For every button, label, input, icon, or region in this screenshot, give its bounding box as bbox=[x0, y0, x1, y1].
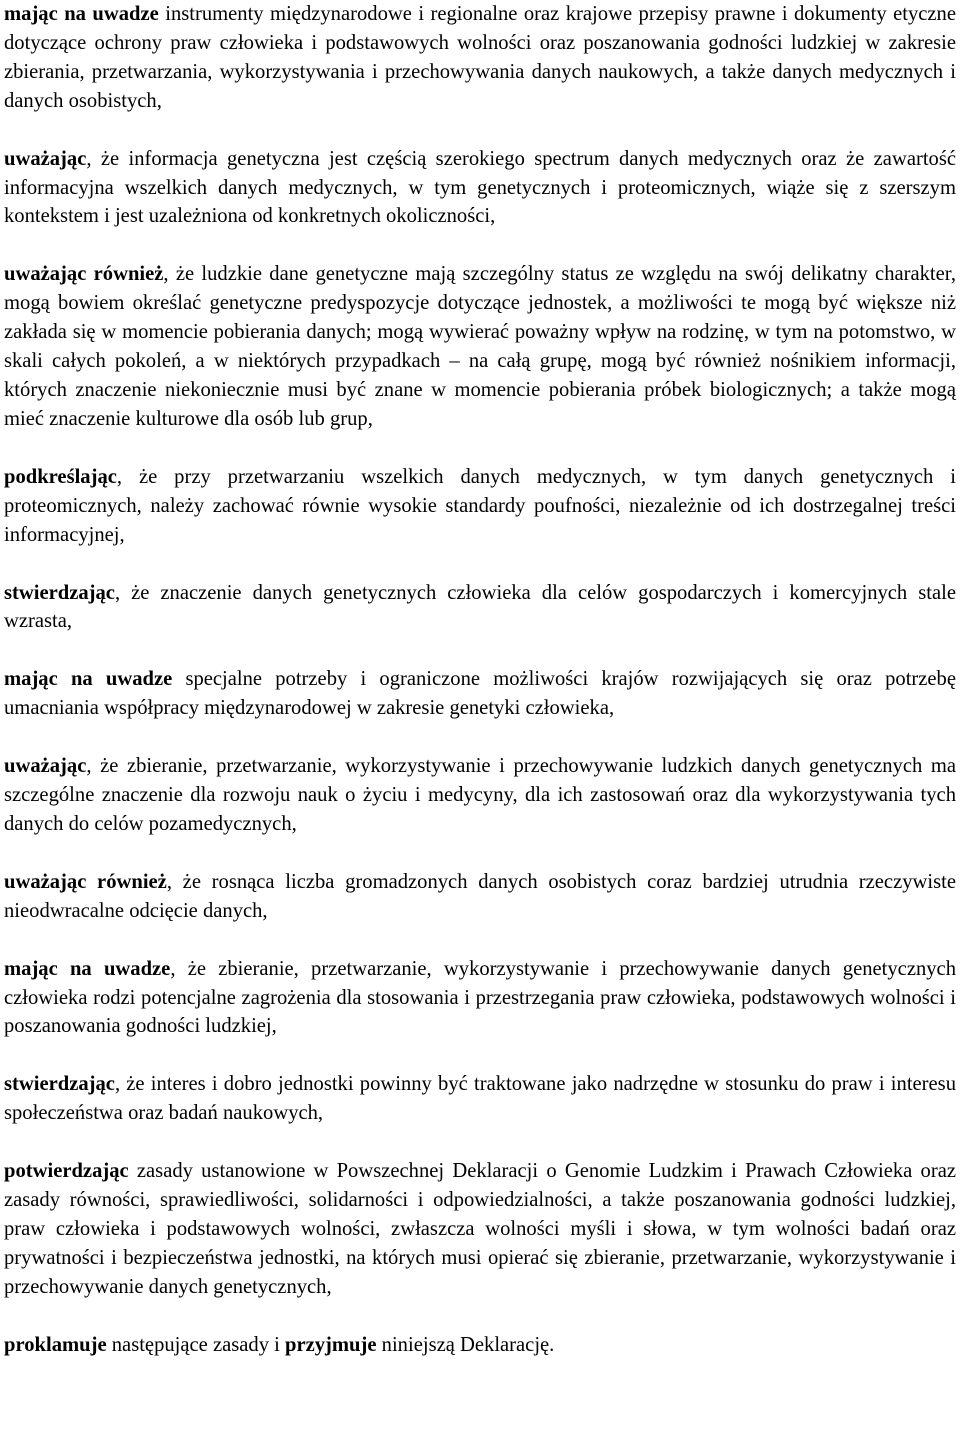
closing-keyword-proclaims: proklamuje bbox=[4, 1333, 107, 1356]
recital-keyword: mając na uwadze bbox=[4, 668, 173, 691]
recital-paragraph bbox=[4, 579, 956, 637]
recital-keyword: uważając również bbox=[4, 870, 167, 893]
recital-keyword: stwierdzając bbox=[4, 581, 115, 604]
recital-text: , że znaczenie danych genetycznych człowieka dla celów gospodarczych i komercyjnych stale wzrasta, bbox=[4, 581, 956, 633]
closing-keyword-adopts: przyjmuje bbox=[285, 1333, 377, 1356]
recital-paragraph bbox=[4, 752, 956, 839]
recital-keyword: mając na uwadze bbox=[4, 3, 159, 25]
recital-paragraph bbox=[4, 145, 956, 232]
recital-text: , że rosnąca liczba gromadzonych danych osobistych coraz bardziej utrudnia rzeczywiste nieodwracalne odcięcie danych, bbox=[4, 870, 956, 922]
recital-text: , że zbieranie, przetwarzanie, wykorzystywanie i przechowywanie danych genetycznych człowieka rodzi potencjalne zagrożenia dla stosowania i przestrzegania praw człowieka, podstawowych wolności i poszanowania godności ludzkiej, bbox=[4, 957, 956, 1038]
recital-keyword: uważając bbox=[4, 755, 87, 778]
recital-keyword: potwierdzając bbox=[4, 1160, 129, 1183]
recital-text: , że ludzkie dane genetyczne mają szczególny status ze względu na swój delikatny charakter, mogą bowiem określać genetyczne predyspozycje dotyczące jednostek, a możliwości te mogą być większe niż zakłada się w momencie pobierania danych; mogą wywierać poważny wpływ na rodzinę, w tym na potomstwo, w skali całych pokoleń, a w niektórych przypadkach – na całą grupę, mogą być również nośnikiem informacji, których znaczenie niekoniecznie musi być znane w momencie pobierania próbek biologicznych; a także mogą mieć znaczenie kulturowe dla osób lub grup, bbox=[4, 263, 956, 430]
recital-paragraph bbox=[4, 665, 956, 723]
recital-keyword: podkreślając bbox=[4, 465, 117, 488]
recital-keyword: uważając bbox=[4, 147, 87, 170]
recital-keyword: uważając również bbox=[4, 263, 164, 286]
recital-text: instrumenty międzynarodowe i regionalne oraz krajowe przepisy prawne i dokumenty etyczne dotyczące ochrony praw człowieka i podstawowych wolności oraz poszanowania godności ludzkiej w zakresie zbierania, przetwarzania, wykorzystywania i przechowywania danych naukowych, a także danych medycznych i danych osobistych, bbox=[4, 3, 956, 112]
recital-keyword: stwierdzając bbox=[4, 1073, 115, 1096]
recital-text: zasady ustanowione w Powszechnej Deklaracji o Genomie Ludzkim i Prawach Człowieka oraz zasady równości, sprawiedliwości, solidarności i odpowiedzialności, a także poszanowania godności ludzkiej, praw człowieka i podstawowych wolności, zwłaszcza wolności myśli i słowa, w tym wolności badań oraz prywatności i bezpieczeństwa jednostki, na których musi opierać się zbieranie, przetwarzanie, wykorzystywanie i przechowywanie danych genetycznych, bbox=[4, 1160, 956, 1298]
recital-paragraph bbox=[4, 955, 956, 1042]
document-body bbox=[4, 0, 956, 1360]
closing-text: następujące zasady i bbox=[106, 1333, 286, 1356]
recital-paragraph bbox=[4, 1070, 956, 1128]
recital-paragraph bbox=[4, 868, 956, 926]
recital-text: , że przy przetwarzaniu wszelkich danych medycznych, w tym danych genetycznych i proteomicznych, należy zachować równie wysokie standardy poufności, niezależnie od ich dostrzegalnej treści informacyjnej, bbox=[4, 465, 956, 546]
recital-text: specjalne potrzeby i ograniczone możliwości krajów rozwijających się oraz potrzebę umacniania współpracy międzynarodowej w zakresie genetyki człowieka, bbox=[4, 668, 956, 720]
closing-text: niniejszą Deklarację. bbox=[376, 1333, 555, 1356]
recital-paragraph bbox=[4, 463, 956, 550]
recital-text: , że interes i dobro jednostki powinny być traktowane jako nadrzędne w stosunku do praw i interesu społeczeństwa oraz badań naukowych, bbox=[4, 1073, 956, 1125]
recital-keyword: mając na uwadze bbox=[4, 957, 171, 980]
recital-paragraph bbox=[4, 0, 956, 116]
recital-paragraph bbox=[4, 260, 956, 433]
recital-text: , że zbieranie, przetwarzanie, wykorzystywanie i przechowywanie ludzkich danych genetycznych ma szczególne znaczenie dla rozwoju nauk o życiu i medycyny, dla ich zastosowań oraz dla wykorzystywania tych danych do celów pozamedycznych, bbox=[4, 755, 956, 835]
closing-statement bbox=[4, 1331, 956, 1360]
recital-paragraph bbox=[4, 1157, 956, 1302]
recital-text: , że informacja genetyczna jest częścią szerokiego spectrum danych medycznych oraz że zawartość informacyjna wszelkich danych medycznych, w tym genetycznych i proteomicznych, wiąże się z szerszym kontekstem i jest uzależniona od konkretnych okoliczności, bbox=[4, 147, 956, 228]
